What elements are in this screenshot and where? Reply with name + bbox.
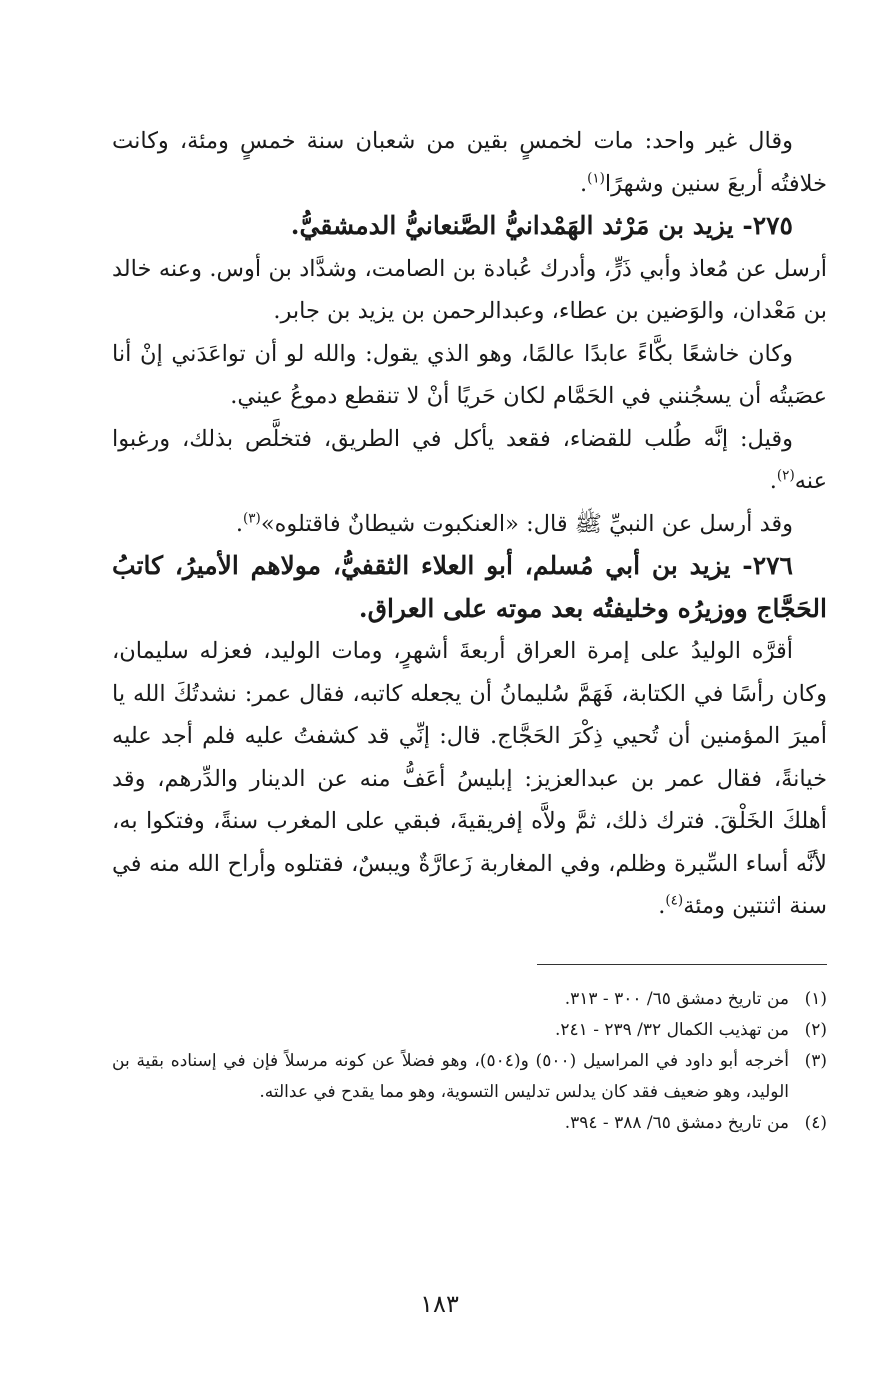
paragraph-narrators: أرسل عن مُعاذ وأبي ذَرٍّ، وأدرك عُبادة بن الصامت، وشدَّاد بن أوس. وعنه خالد بن مَعْدان، والوَضين بن عطاء، وعبدالرحمن بن يزيد بن جابر. [112,255,827,324]
footnote-text: أخرجه أبو داود في المراسيل (٥٠٠) و(٥٠٤)، وهو فضلاً عن كونه مرسلاً فإن في إسناده بقية بن الوليد، وهو ضعيف فقد كان يدلس تدليس التسوية، وهو مما يقدح في عدالته. [112,1051,789,1102]
paragraph-piety: وكان خاشعًا بكَّاءً عابدًا عالمًا، وهو الذي يقول: والله لو أن تواعَدَني إنْ أنا عصَيتُه أن يسجُنني في الحَمَّام لكان حَريًا أنْ لا تنقطع دموعُ عيني. [112,340,827,409]
footnote-ref-2[interactable]: (٢) [776,467,795,484]
footnote-number: (٢) [804,1020,827,1040]
footnote-4 [112,1108,827,1139]
footnote-ref-3[interactable]: (٣) [243,510,261,526]
paragraph-hadith: وقد أرسل عن النبيِّ ﷺ قال: «العنكبوت شيطانٌ فاقتلوه»$^{(٣)}$. [235,510,793,537]
main-text [112,120,827,928]
footnote-1 [112,984,827,1015]
entry-heading-275: ٢٧٥- يزيد بن مَرْثد الهَمْدانيُّ الصَّنعانيُّ الدمشقيُّ. [290,211,793,240]
page-number: ١٨٣ [420,1290,459,1318]
footnote-text: من تهذيب الكمال ٣٢/ ٢٣٩ - ٢٤١. [554,1020,789,1040]
footnotes [112,984,827,1139]
paragraph-death-date: وقال غير واحد: مات لخمسٍ بقين من شعبان سنة خمسٍ ومئة، وكانت خلافتُه أربعَ سنين وشهرًا$^{(١)}$. [112,128,827,197]
entry-heading-276: ٢٧٦- يزيد بن أبي مُسلم، أبو العلاء الثقفيُّ، مولاهم الأميرُ، كاتبُ الحَجَّاج ووزيرُه وخليفتُه بعد موته على العراق. [112,551,827,623]
footnote-number: (١) [804,989,827,1009]
footnote-text: من تاريخ دمشق ٦٥/ ٣٨٨ - ٣٩٤. [564,1113,789,1133]
footnote-number: (٤) [804,1113,827,1133]
footnote-divider [537,964,827,965]
footnote-text: من تاريخ دمشق ٦٥/ ٣٠٠ - ٣١٣. [564,989,789,1009]
footnote-2 [112,1015,827,1046]
footnote-ref-1[interactable]: (١) [587,170,605,186]
paragraph-judgeship: وقيل: إنَّه طُلب للقضاء، فقعد يأكل في الطريق، فتخلَّص بذلك، ورغبوا عنه$^{(٢)}$. [112,425,827,494]
footnote-ref-4[interactable]: (٤) [665,892,684,909]
footnote-3 [112,1046,827,1108]
footnote-number: (٣) [804,1051,827,1071]
paragraph-biography: أقرَّه الوليدُ على إمرة العراق أربعةَ أشهرٍ، ومات الوليد، فعزله سليمان، وكان رأسًا في الكتابة، فَهَمَّ سُليمانُ أن يجعله كاتبه، فقال عمر: نشدتُكَ الله يا أميرَ المؤمنين أن تُحيي ذِكْرَ الحَجَّاج. قال: إنِّي قد كشفتُ عليه فلم أجد عليه خيانةً، فقال عمر بن عبدالعزيز: إبليسُ أعَفُّ منه عن الدينار والدِّرهم، وقد أهلكَ الخَلْقَ. فترك ذلك، ثمَّ ولاَّه إفريقيةَ، فبقي على المغرب سنةً، وفتكوا به، لأنَّه أساء السِّيرة وظلم، وفي المغاربة زَعارَّةٌ ويبسٌ، فقتلوه وأراح الله منه في سنة اثنتين ومئة$^{(٤)}$. [112,638,827,919]
